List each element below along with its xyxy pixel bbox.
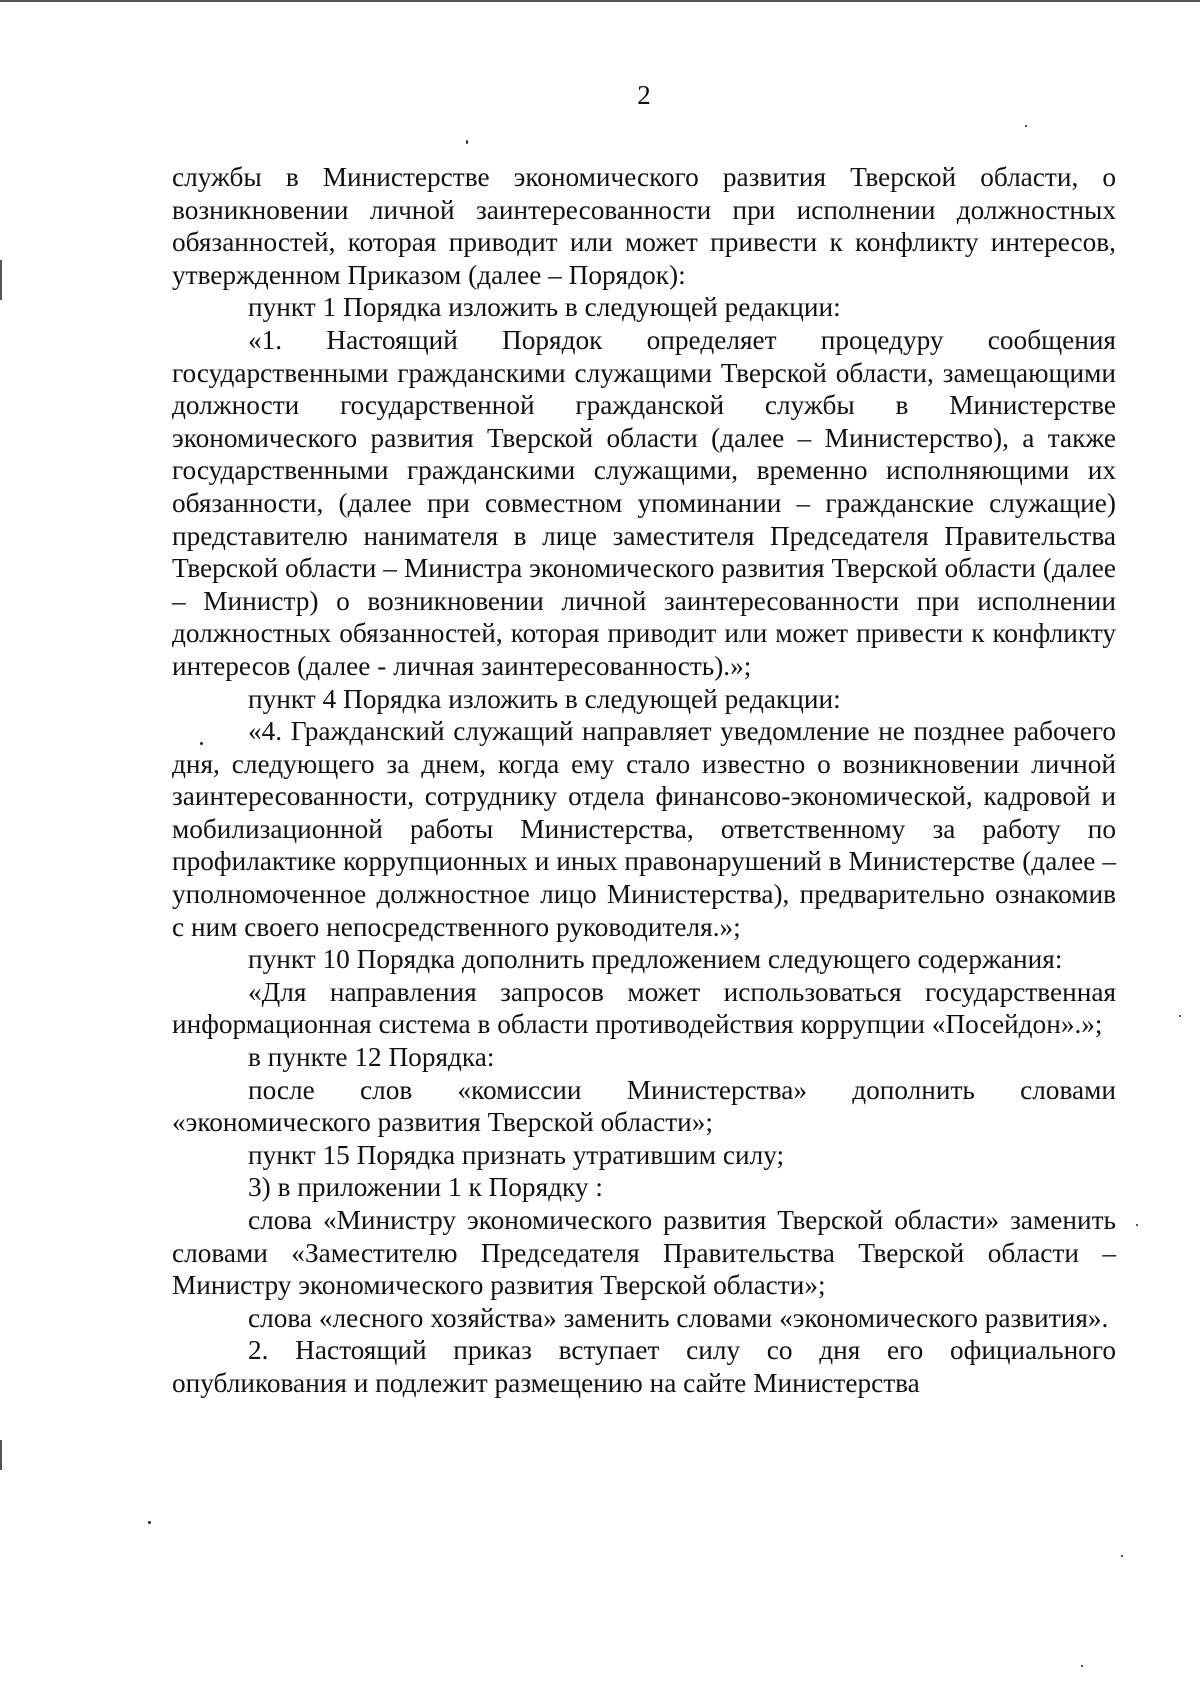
paragraph: пункт 15 Порядка признать утратившим силу;: [248, 1139, 785, 1170]
scan-edge-left: [0, 1440, 2, 1470]
scan-speck: [1136, 1224, 1138, 1226]
scan-edge-left: [0, 260, 2, 300]
scan-speck: [200, 742, 203, 745]
paragraph: слова «Министру экономического развития Тверской области» заменить словами «Заместителю Председателя Правительства Тверской области – Министру экономического развития Тверской области»;: [172, 1205, 1116, 1301]
scan-speck: [1081, 1665, 1083, 1667]
scan-speck: [466, 140, 468, 144]
paragraph: после слов «комиссии Министерства» дополнить словами «экономического развития Тверской области»;: [172, 1074, 1116, 1138]
paragraph: 3) в приложении 1 к Порядку :: [248, 1172, 603, 1203]
paragraph: 2. Настоящий приказ вступает силу со дня его официального опубликования и подлежит размещению на сайте Министерства: [172, 1335, 1116, 1398]
scan-speck: [1179, 1015, 1181, 1017]
document-body: [172, 161, 1116, 1400]
scan-speck: [1121, 1555, 1123, 1557]
paragraph: пункт 10 Порядка дополнить предложением следующего содержания:: [248, 944, 1063, 975]
paragraph: пункт 1 Порядка изложить в следующей редакции:: [248, 292, 841, 323]
paragraph: слова «лесного хозяйства» заменить словами «экономического развития».: [248, 1302, 1109, 1333]
scan-speck: [1025, 125, 1027, 127]
paragraph: пункт 4 Порядка изложить в следующей редакции:: [248, 683, 841, 714]
scan-speck: [148, 1521, 151, 1524]
scan-edge-top: [0, 0, 1200, 2]
paragraph: службы в Министерстве экономического развития Тверской области, о возникновении личной заинтересованности при исполнении должностных обязанностей, которая приводит или может привести к конфликту интересов, утвержденном Приказом (далее – Порядок):: [172, 162, 1116, 290]
paragraph: «Для направления запросов может использоваться государственная информационная система в области противодействия коррупции «Посейдон».»;: [172, 976, 1116, 1040]
page-number: 2: [637, 80, 651, 110]
paragraph: «1. Настоящий Порядок определяет процедуру сообщения государственными гражданскими служащими Тверской области, замещающими должности государственной гражданской службы в Министерстве экономического развития Тверской области (далее – Министерство), а также государственными гражданскими служащими, временно исполняющими их обязанности, (далее при совместном упоминании – гражданские служащие) представителю нанимателя в лице заместителя Председателя Правительства Тверской области – Министра экономического развития Тверской области (далее – Министр) о возникновении личной заинтересованности при исполнении должностных обязанностей, которая приводит или может привести к конфликту интересов (далее - личная заинтересованность).»;: [172, 324, 1116, 681]
paragraph: в пункте 12 Порядка:: [248, 1042, 495, 1073]
paragraph: «4. Гражданский служащий направляет уведомление не позднее рабочего дня, следующего за днем, когда ему стало известно о возникновении личной заинтересованности, сотруднику отдела финансово-экономической, кадровой и мобилизационной работы Министерства, ответственному за работу по профилактике коррупционных и иных правонарушений в Министерстве (далее – уполномоченное должностное лицо Министерства), предварительно ознакомив с ним своего непосредственного руководителя.»;: [172, 716, 1116, 942]
